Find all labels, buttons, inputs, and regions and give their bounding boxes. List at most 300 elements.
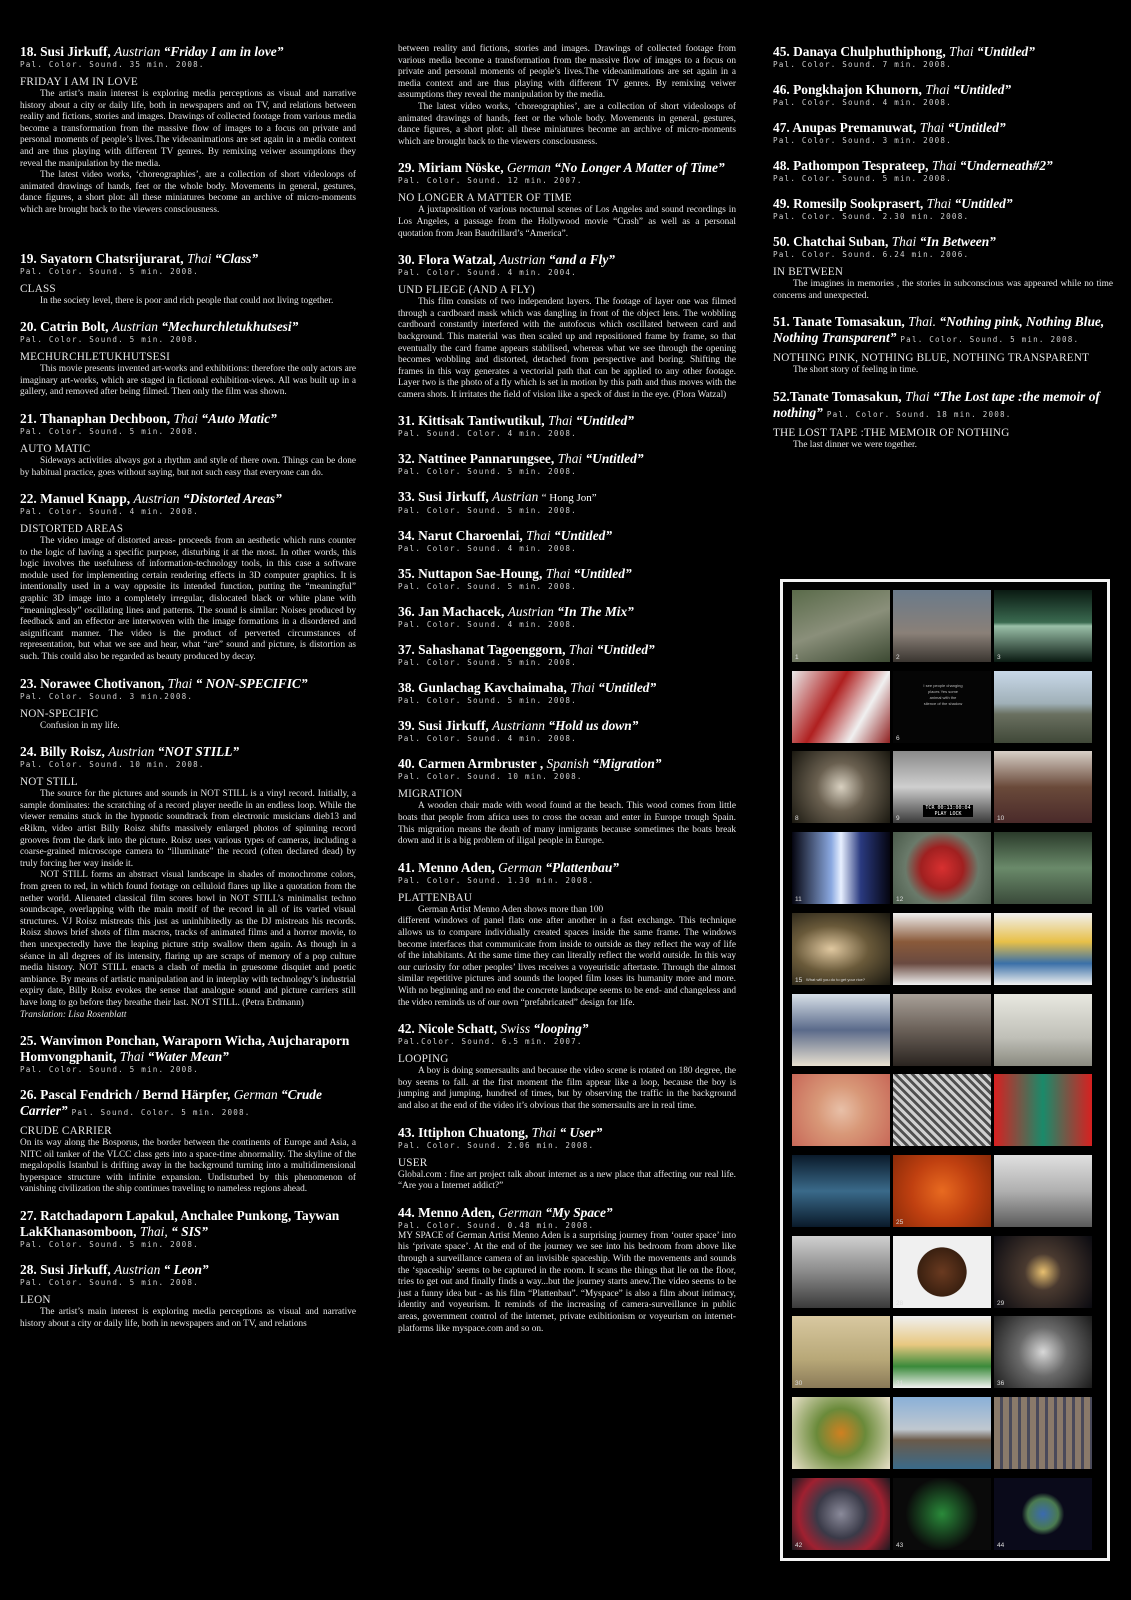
film-meta: Pal. Color. Sound. 5 min. 2008. bbox=[398, 582, 577, 592]
film-artist: 19. Sayatorn Chatsrijurarat, bbox=[20, 250, 187, 266]
still-number: 44 bbox=[997, 1541, 1005, 1549]
film-still bbox=[994, 590, 1092, 662]
film-artist: 47. Anupas Premanuwat, bbox=[773, 120, 920, 135]
film-stills-grid bbox=[780, 579, 1110, 1561]
film-heading bbox=[398, 860, 736, 876]
film-entry bbox=[773, 314, 1113, 377]
film-meta: Pal. Color. Sound. 5 min. 2008. bbox=[20, 1065, 199, 1075]
film-meta: Pal. Color. Sound. 3 min. 2008. bbox=[773, 136, 952, 145]
film-meta: Pal. Color. Sound. 5 min. 2008. bbox=[900, 335, 1080, 345]
film-heading bbox=[398, 718, 736, 734]
continued-text bbox=[398, 44, 736, 148]
film-subtitle: LOOPING bbox=[398, 1053, 449, 1066]
film-artist: 27. Ratchadaporn Lapakul, Anchalee Punkong, Taywan LakKhanasomboon, bbox=[20, 1208, 340, 1240]
film-description: On its way along the Bosporus, the border between the continents of Europe and Asia, a NITC oil tanker of the VLCC class gets into a space-time abnormality. The skyline of the megalopolis Istanbul is drifting away in the background turning into a multidimensional hyperspace structure with infinite expansion. Undisturbed by this phenomenon of vanishing civilization the ship continues traveling to nameless regions ahead. bbox=[20, 1138, 356, 1195]
film-meta: Pal. Color. Sound. 0.48 min. 2008. bbox=[398, 1220, 595, 1230]
film-meta: Pal.Color. Sound. 6.5 min. 2007. bbox=[398, 1037, 583, 1047]
film-title: “ Hong Jon” bbox=[541, 492, 597, 505]
film-meta: Pal. Color. Sound. 5 min. 2008. bbox=[20, 266, 199, 276]
film-heading bbox=[773, 120, 1113, 136]
film-heading bbox=[20, 411, 356, 427]
film-heading bbox=[398, 1021, 736, 1037]
film-artist: 21. Thanaphan Dechboon, bbox=[20, 410, 174, 426]
column-2 bbox=[398, 44, 736, 1347]
still-number: 28 bbox=[896, 1299, 904, 1307]
still-number: 1 bbox=[795, 654, 799, 661]
film-title: “The Lost tape :the memoir of nothing” bbox=[773, 388, 1100, 420]
film-artist: 39. Susi Jirkuff, bbox=[398, 718, 493, 734]
film-subtitle: UND FLIEGE (AND A FLY) bbox=[398, 284, 535, 297]
column-3 bbox=[773, 44, 1113, 463]
film-meta: Pal. Color. Sound. 5 min. 2008. bbox=[398, 506, 577, 516]
film-subtitle: DISTORTED AREAS bbox=[20, 523, 124, 536]
film-meta: Pal. Sound. Color. 5 min. 2008. bbox=[71, 1108, 251, 1118]
still-number: 9 bbox=[896, 815, 900, 823]
film-nationality: Austrian bbox=[111, 319, 162, 335]
film-title: “Untitled” bbox=[953, 82, 1012, 97]
film-entry bbox=[773, 44, 1113, 70]
film-nationality: Thai bbox=[557, 451, 586, 467]
film-artist: 41. Menno Aden, bbox=[398, 859, 499, 875]
film-meta: Pal. Color. Sound. 1.30 min. 2008. bbox=[398, 875, 595, 885]
film-description: The last dinner we were together. bbox=[793, 439, 917, 450]
film-still bbox=[994, 1478, 1092, 1550]
film-meta: Pal. Color. Sound. 4 min. 2004. bbox=[398, 268, 577, 278]
film-entry bbox=[20, 1262, 356, 1330]
film-entry bbox=[398, 566, 736, 592]
film-still bbox=[893, 994, 991, 1066]
spacer bbox=[20, 229, 356, 251]
film-nationality: Thai bbox=[187, 250, 215, 266]
film-entry bbox=[398, 756, 736, 847]
film-nationality: Austriann bbox=[492, 718, 549, 734]
film-artist: 43. Ittiphon Chuatong, bbox=[398, 1124, 532, 1140]
film-description: Global.com : fine art project talk about internet as a new place that affecting our real life. “Are you a Internet addict?” bbox=[398, 1169, 736, 1192]
film-description: The imagines in memories , the stories in subconscious was appeared while no time concerns and unexpected. bbox=[773, 279, 1113, 301]
film-still bbox=[994, 671, 1092, 743]
film-heading bbox=[398, 1125, 736, 1141]
film-heading bbox=[398, 160, 736, 176]
film-nationality: Austrian bbox=[108, 744, 158, 760]
film-still bbox=[893, 832, 991, 904]
film-artist: 34. Narut Charoenlai, bbox=[398, 528, 527, 544]
film-nationality: Thai bbox=[119, 1049, 148, 1065]
film-artist: 26. Pascal Fendrich / Bernd Härpfer, bbox=[20, 1087, 234, 1103]
film-artist: 45. Danaya Chulphuthiphong, bbox=[773, 44, 950, 59]
film-title: “Distorted Areas” bbox=[182, 491, 282, 507]
film-description: different windows of panel flats one after another in a fast exchange. This technique allows us to compare individually created spaces inside the same frame. The windows become interfaces that communicate from inside to outside as they reflect the way of life of the inhabitants. At the same time they can literally reflect the world outside. In this way our curiosity for other peoples’ lives receives a voyeuristic aftertaste. Through the almost similar repetitive pictures and sounds the looped film loses its humanity more and more. With no beginning and no end the concrete landscape seems to be end- and changeless and the video reminds us of our own “prefabricated” design for life. bbox=[398, 916, 736, 1008]
film-credit: Translation: Lisa Rosenblatt bbox=[20, 1009, 127, 1020]
film-description: This movie presents invented art-works and exhibitions: therefore the only actors are imaginary art-works, which are staged in fictional exhibition-views. All was built up in a gallery, and removed after being filmed. Then only the film was shown. bbox=[20, 364, 356, 398]
film-title: “Untitled” bbox=[596, 642, 655, 658]
film-nationality: Thai bbox=[925, 82, 954, 97]
film-still bbox=[792, 671, 890, 743]
film-artist: 52.Tanate Tomasakun, bbox=[773, 388, 905, 404]
film-artist: 44. Menno Aden, bbox=[398, 1204, 499, 1220]
film-still bbox=[994, 832, 1092, 904]
film-title: “ Leon” bbox=[163, 1262, 209, 1278]
film-description: The source for the pictures and sounds in NOT STILL is a vinyl record. Initially, a sample dominates: the scratching of a record player needle in an endless loop. While the viewer remains stuck in the hypnotic soundtrack from electronic musicians dieb13 and eRikm, video artist Billy Roisz shifts massively enlarged photos of spinning record grooves from the dark into the picture. Roisz uses various types of cameras, including a coarse-grained microscope camera to “illuminate” the record (often declared dead) by truly forcing her way inside it. bbox=[20, 789, 356, 869]
film-artist: 50. Chatchai Suban, bbox=[773, 234, 892, 249]
film-title: “Untitled” bbox=[598, 680, 657, 696]
film-entry bbox=[398, 1125, 736, 1193]
film-title: “Untitled” bbox=[575, 413, 634, 429]
film-meta: Pal. Color. Sound. 5 min. 2008. bbox=[398, 467, 577, 477]
film-entry bbox=[773, 82, 1113, 108]
still-number: 30 bbox=[795, 1380, 803, 1388]
film-heading bbox=[20, 1262, 356, 1278]
film-title: “NOT STILL” bbox=[157, 744, 240, 760]
film-description: A boy is doing somersaults and because the video scene is rotated on 180 degree, the boy seems to fall. at the first moment the film appear like a loop, because the boy is jumping and jumping, hundred of times, but by observing the traffic in the background and also at the end of the video it’s obvious that the somersaults are in real time. bbox=[398, 1066, 736, 1111]
film-still bbox=[792, 913, 890, 985]
film-artist: 33. Susi Jirkuff, bbox=[398, 489, 493, 505]
film-still bbox=[893, 590, 991, 662]
film-artist: 25. Wanvimon Ponchan, Waraporn Wicha, Aujcharaporn Homvongphanit, bbox=[20, 1033, 350, 1065]
film-nationality: Thai bbox=[547, 413, 576, 429]
film-title: “Water Mean” bbox=[147, 1049, 229, 1065]
film-nationality: Austrian bbox=[499, 252, 549, 268]
film-description: NOT STILL forms an abstract visual landscape in shades of monochrome colors, from green to red, in which found footage on celluloid flares up like a quotation from the nether world. Alienated classical film scores howl in NOT STILL’s minimalist techno soundscape, overlapping with the main motif of the record in all of its varied visual structures. VJ Roisz mistreats this just as uninhibitedly as the DJ mistreats his records. Roisz shows brief shots of film macros, tracks of animated films and a horror movie, to then unexpectedly have the leaping picture strip swallow them again. As though in a séance in all degrees of its intensity, flaring up are scraps of memory of a pop culture media history. NOT STILL enacts a clash of media in gruesome disquiet and poetic ambiance. By means of artistic manipulation and in interplay with technology’s industrial expiry date, Billy Roisz evokes the sense that analogue sound and picture carriers still have long to go before they breathe their last. NOT STILL. (Petra Erdmann) bbox=[20, 870, 356, 1008]
film-heading bbox=[398, 604, 736, 620]
film-subtitle: NO LONGER A MATTER OF TIME bbox=[398, 192, 572, 205]
film-title: “ SIS” bbox=[171, 1224, 208, 1240]
film-description: The artist’s main interest is exploring media perceptions as visual and narrative history about a city or daily life, both in newspapers and on TV, and relations between reality and fictions, stories and images. Drawings of collected footage from various media become a transformation from the massive flow of images to a focus on private and personal moments of people’s lives.The videoanimations are set again in a media context and are thus playing with different TV genres. By remixing veiwer assumptions they reveal the manipulation by the media. bbox=[20, 89, 356, 169]
film-title: “Plattenbau” bbox=[545, 859, 619, 875]
film-description: In the society level, there is poor and rich people that could not living together. bbox=[40, 295, 334, 306]
film-heading bbox=[773, 158, 1113, 174]
film-still bbox=[792, 1316, 890, 1388]
still-number: 12 bbox=[896, 896, 904, 904]
film-entry bbox=[20, 676, 356, 733]
film-subtitle: PLATTENBAU bbox=[398, 891, 473, 904]
film-nationality: Thai bbox=[173, 410, 202, 426]
film-artist: 20. Catrin Bolt, bbox=[20, 319, 112, 335]
film-meta: Pal. Color. Sound. 7 min. 2008. bbox=[773, 60, 952, 69]
still-number: 11 bbox=[795, 896, 802, 904]
film-meta: Pal. Color. Sound. 5 min. 2008. bbox=[398, 658, 577, 668]
film-artist: 31. Kittisak Tantiwutikul, bbox=[398, 413, 548, 429]
still-caption: TCR 00:13:00:04 PLAY LOCK bbox=[923, 805, 973, 817]
film-description: The artist’s main interest is exploring media perceptions as visual and narrative history about a city or daily life, both in newspapers and on TV, and relations bbox=[20, 1307, 356, 1329]
film-entry bbox=[773, 158, 1113, 184]
still-number: 31 bbox=[896, 1380, 904, 1388]
film-title: “My Space” bbox=[545, 1204, 613, 1220]
film-artist: 38. Gunlachag Kavchaimaha, bbox=[398, 680, 571, 696]
film-still bbox=[893, 1155, 991, 1227]
film-entry bbox=[398, 252, 736, 401]
film-meta: Pal. Color. Sound. 4 min. 2008. bbox=[20, 507, 199, 517]
film-heading bbox=[773, 196, 1113, 212]
film-still bbox=[994, 751, 1092, 823]
film-heading bbox=[398, 528, 736, 544]
still-number: 2 bbox=[896, 654, 900, 661]
film-meta: Pal. Color. Sound. 4 min. 2008. bbox=[398, 544, 577, 554]
film-description: The short story of feeling in time. bbox=[793, 365, 919, 376]
film-nationality: Austrian bbox=[507, 604, 558, 620]
still-number: 36 bbox=[997, 1380, 1005, 1388]
film-still bbox=[792, 1155, 890, 1227]
film-title: “looping” bbox=[533, 1021, 589, 1037]
film-entry bbox=[398, 1021, 736, 1112]
film-entry bbox=[20, 744, 356, 1021]
film-meta: Pal. Color. Sound. 4 min. 2008. bbox=[398, 620, 577, 630]
film-heading bbox=[20, 491, 356, 507]
film-title: “Untitled” bbox=[554, 528, 613, 544]
film-meta: Pal. Color. Sound. 5 min. 2008. bbox=[20, 335, 199, 345]
film-still bbox=[893, 671, 991, 743]
film-title: “Untitled” bbox=[573, 566, 632, 582]
film-subtitle: LEON bbox=[20, 1294, 51, 1307]
film-nationality: Spanish bbox=[546, 756, 593, 772]
film-meta: Pal. Color. Sound. 2.06 min. 2008. bbox=[398, 1140, 595, 1150]
film-meta: Pal. Color. Sound. 35 min. 2008. bbox=[20, 60, 205, 69]
film-artist: 18. Susi Jirkuff, bbox=[20, 44, 115, 59]
film-still bbox=[792, 832, 890, 904]
film-subtitle: NOT STILL bbox=[20, 776, 78, 789]
film-artist: 22. Manuel Knapp, bbox=[20, 491, 134, 507]
film-description: The latest video works, ‘choreographies’, are a collection of short videoloops of animated drawings of hands, feet or the whole body. Movements in general, gestures, dance figures, a short plot: all these miniatures become an archive of micro-moments which are brought back to the viewers consciousness. bbox=[398, 101, 736, 147]
film-still bbox=[893, 1478, 991, 1550]
film-nationality: Thai. bbox=[908, 314, 940, 330]
film-artist: 24. Billy Roisz, bbox=[20, 744, 109, 760]
film-heading bbox=[398, 489, 736, 506]
film-nationality: Thai bbox=[931, 158, 960, 173]
film-nationality: German bbox=[498, 859, 546, 875]
film-meta: Pal. Color. Sound. 4 min. 2008. bbox=[773, 98, 952, 107]
film-title: “In Between” bbox=[919, 234, 996, 249]
film-title: “In The Mix” bbox=[557, 604, 634, 620]
film-meta: Pal. Color. Sound. 10 min. 2008. bbox=[398, 772, 583, 782]
film-heading bbox=[20, 319, 356, 335]
film-title: “and a Fly” bbox=[548, 252, 615, 268]
film-heading bbox=[20, 744, 356, 760]
film-artist: 36. Jan Machacek, bbox=[398, 604, 508, 620]
film-heading bbox=[20, 251, 356, 267]
film-title: “Underneath#2” bbox=[959, 158, 1053, 173]
film-entry bbox=[398, 451, 736, 477]
film-description: This film consists of two independent layers. The footage of layer one was filmed through a cardboard mask which was dangling in front of the object lens. The wobbling cardboard constantly interfered with the autofocus which oscillated between card and background. This material was then scaled up and repositioned frame by frame, so that eventually the card frame appears stabilised, whereas what we see through the opening becomes wobbling and distorted, detached from perspective and boring. Shifting the frames in this way generates a vectorial path that can be applied to any other footage. Layer two is the photo of a fly which is set in motion by this path and thus moves with the camera shots. It irritates the field of vision like a speck of dust in the eye. (Flora Watzal) bbox=[398, 297, 736, 400]
film-meta: Pal. Color. Sound. 4 min. 2008. bbox=[398, 734, 577, 744]
film-heading bbox=[398, 1205, 736, 1221]
film-nationality: Thai bbox=[167, 675, 196, 691]
film-heading bbox=[398, 451, 736, 467]
film-entry bbox=[773, 120, 1113, 146]
film-entry bbox=[20, 411, 356, 479]
film-nationality: Thai, bbox=[139, 1224, 172, 1240]
film-artist: 49. Romesilp Sookprasert, bbox=[773, 196, 927, 211]
film-entry bbox=[20, 491, 356, 664]
film-subtitle: NOTHING PINK, NOTHING BLUE, NOTHING TRANSPARENT bbox=[773, 352, 1090, 365]
film-still bbox=[792, 1478, 890, 1550]
film-nationality: Thai bbox=[531, 1124, 560, 1140]
film-still bbox=[994, 1397, 1092, 1469]
film-heading bbox=[398, 566, 736, 582]
film-title: “Untitled” bbox=[954, 196, 1013, 211]
film-nationality: Thai bbox=[568, 642, 597, 658]
film-heading bbox=[773, 44, 1113, 60]
still-number: 8 bbox=[795, 815, 799, 823]
film-nationality: Thai bbox=[949, 44, 977, 59]
still-number: 42 bbox=[795, 1541, 803, 1549]
film-entry bbox=[398, 1205, 736, 1335]
film-subtitle: FRIDAY I AM IN LOVE bbox=[20, 76, 138, 88]
film-entry bbox=[773, 196, 1113, 222]
film-still bbox=[994, 1316, 1092, 1388]
film-title: “Untitled” bbox=[947, 120, 1006, 135]
film-title: “Migration” bbox=[592, 756, 662, 772]
film-artist: 29. Miriam Nöske, bbox=[398, 160, 507, 176]
film-artist: 51. Tanate Tomasakun, bbox=[773, 314, 909, 330]
film-artist: 28. Susi Jirkuff, bbox=[20, 1262, 115, 1278]
column-1 bbox=[20, 44, 356, 1342]
film-description: The latest video works, ‘choreographies’, are a collection of short videoloops of animated drawings of hands, feet or the whole body. Movements in general, gestures, dance figures, a short plot: all these miniatures become an archive of micro-moments which are brought back to the viewers consciousness. bbox=[20, 170, 356, 215]
film-entry bbox=[773, 389, 1113, 452]
film-meta: Pal. Color. Sound. 6.24 min. 2006. bbox=[773, 250, 970, 259]
film-heading bbox=[398, 680, 736, 696]
film-still bbox=[994, 1155, 1092, 1227]
film-meta: Pal. Color. Sound. 5 min. 2008. bbox=[20, 426, 199, 436]
film-entry bbox=[20, 44, 356, 217]
film-nationality: Thai bbox=[526, 528, 554, 544]
film-title: “Untitled” bbox=[585, 451, 644, 467]
film-entry bbox=[398, 718, 736, 744]
film-artist: 46. Pongkhajon Khunorn, bbox=[773, 82, 926, 97]
film-artist: 48. Pathompon Tesprateep, bbox=[773, 158, 932, 173]
film-entry bbox=[20, 319, 356, 399]
film-description: The video image of distorted areas- proceeds from an aesthetic which runs counter to the logic of having a specific purpose, disturbing it at the most. In other words, this logic involves the usefulness of information-technology tools, in this case a software module used for implementing certain rendering effects in 3D computer graphics. It is intentionally used in a way opposite its intended function, putting the “meaningful” graphic 3D image into a completely irregular, dislocated black or white plane with “meaninglessly” oscillating lines and patterns. The sound is similar: Noises produced by feedback and an effector are interwoven with the image formations in a disordered and asignificant manner. The video is the product of perverted circumstances of representation, but what we see and hear, what “are” sound and picture, is distortion as such. This could also be regarded as beauty produced by decay. bbox=[20, 536, 356, 663]
film-artist: 35. Nuttapon Sae-Houng, bbox=[398, 566, 546, 582]
film-still bbox=[792, 994, 890, 1066]
film-meta: Pal. Color. Sound. 5 min. 2008. bbox=[773, 174, 952, 183]
film-still bbox=[994, 913, 1092, 985]
film-nationality: Thai bbox=[891, 234, 920, 249]
film-artist: 32. Nattinee Pannarungsee, bbox=[398, 451, 558, 467]
film-artist: 42. Nicole Schatt, bbox=[398, 1021, 501, 1037]
film-still bbox=[792, 1236, 890, 1308]
still-number: 10 bbox=[997, 815, 1005, 823]
film-nationality: German bbox=[498, 1204, 546, 1220]
film-entry bbox=[398, 160, 736, 240]
film-heading bbox=[773, 389, 1113, 421]
film-still bbox=[893, 751, 991, 823]
film-title: “Mechurchletukhutsesi” bbox=[161, 319, 299, 335]
film-heading bbox=[20, 1208, 356, 1240]
film-entry bbox=[20, 1033, 356, 1075]
still-number: 25 bbox=[896, 1218, 904, 1226]
film-subtitle: AUTO MATIC bbox=[20, 442, 91, 455]
film-nationality: Thai bbox=[904, 388, 933, 404]
film-entry bbox=[20, 1087, 356, 1196]
film-still bbox=[893, 1074, 991, 1146]
film-subtitle: USER bbox=[398, 1156, 428, 1169]
film-subtitle: CRUDE CARRIER bbox=[20, 1125, 112, 1138]
film-description: A juxtaposition of various nocturnal scenes of Los Angeles and sound recordings in Los Angeles, a passage from the Hollywood movie “Crash” as well as a personal quotation from Jean Baudrillard’s “America”. bbox=[398, 205, 736, 239]
still-number: 3 bbox=[997, 654, 1001, 661]
film-still bbox=[994, 1236, 1092, 1308]
still-number: 29 bbox=[997, 1299, 1005, 1307]
film-artist: 30. Flora Watzal, bbox=[398, 252, 500, 268]
film-entry bbox=[773, 234, 1113, 302]
film-still bbox=[893, 1236, 991, 1308]
film-heading bbox=[398, 642, 736, 658]
film-entry bbox=[398, 642, 736, 668]
film-meta: Pal. Color. Sound. 12 min. 2007. bbox=[398, 176, 583, 186]
film-description: MY SPACE of German Artist Menno Aden is a surprising journey from ‘outer space’ into his ‘private space’. At the end of the journey we see into his bedroom from above like through a surveillance camera of an invisible spaceship. With the movements and sounds the ‘spaceship’ seems to be captured in the room. It scans the things that lie on the floor, tries to get out and finally finds a way...but the journey starts anew.The video seems to be just a funny idea but - as his film “Plattenbau”. “Myspace” is also a film about intimacy, identity and voyeurism. It reminds of the increasing of camera-surveillance in public areas, government control of the internet, private exibitionism or voyeurism on internet-platforms like myspace.com and so on. bbox=[398, 1230, 736, 1334]
film-title: “Untitled” bbox=[976, 44, 1035, 59]
film-nationality: Thai bbox=[545, 566, 574, 582]
film-artist: 37. Sahashanat Tagoenggorn, bbox=[398, 642, 569, 658]
film-still bbox=[792, 751, 890, 823]
film-nationality: Austrian bbox=[133, 491, 183, 507]
film-nationality: Thai bbox=[926, 196, 955, 211]
film-still bbox=[792, 1074, 890, 1146]
film-meta: Pal. Color. Sound. 18 min. 2008. bbox=[826, 409, 1012, 419]
film-heading bbox=[20, 44, 356, 60]
still-number: 43 bbox=[896, 1541, 904, 1549]
film-artist: 23. Norawee Chotivanon, bbox=[20, 675, 168, 691]
film-subtitle: NON-SPECIFIC bbox=[20, 707, 99, 720]
film-heading bbox=[398, 756, 736, 772]
film-still bbox=[893, 1316, 991, 1388]
film-nationality: German bbox=[233, 1087, 281, 1103]
film-entry bbox=[398, 489, 736, 516]
still-number: 6 bbox=[896, 734, 900, 742]
film-entry bbox=[398, 528, 736, 554]
still-number: 15 bbox=[795, 976, 803, 984]
film-meta: Pal. Color. Sound. 5 min. 2008. bbox=[398, 696, 577, 706]
film-meta: Pal. Color. Sound. 5 min. 2008. bbox=[20, 1278, 199, 1288]
film-still bbox=[792, 1397, 890, 1469]
film-meta: Pal. Color. Sound. 3 min.2008. bbox=[20, 691, 194, 701]
film-still bbox=[893, 1397, 991, 1469]
film-meta: Pal. Color. Sound. 5 min. 2008. bbox=[20, 1240, 199, 1250]
film-heading bbox=[20, 676, 356, 692]
film-title: “Hold us down” bbox=[548, 718, 639, 734]
still-caption: I see people changing places Yes some animal with the silence of the shadow bbox=[923, 682, 963, 706]
film-meta: Pal. Sound. Color. 4 min. 2008. bbox=[398, 429, 577, 439]
film-meta: Pal. Color. Sound. 10 min. 2008. bbox=[20, 760, 205, 770]
film-nationality: Austrian bbox=[114, 1262, 164, 1278]
film-title: “Friday I am in love” bbox=[163, 44, 284, 59]
film-still bbox=[792, 590, 890, 662]
film-artist: 40. Carmen Armbruster , bbox=[398, 756, 547, 772]
film-heading bbox=[773, 234, 1113, 250]
film-entry bbox=[20, 251, 356, 308]
film-heading bbox=[398, 413, 736, 429]
film-still bbox=[994, 1074, 1092, 1146]
film-subtitle: MIGRATION bbox=[398, 788, 463, 801]
film-title: “Class” bbox=[214, 250, 259, 266]
film-nationality: Thai bbox=[919, 120, 948, 135]
film-title: “ NON-SPECIFIC” bbox=[195, 675, 308, 691]
film-heading bbox=[398, 252, 736, 268]
film-subtitle: IN BETWEEN bbox=[773, 266, 844, 278]
film-subtitle: THE LOST TAPE :THE MEMOIR OF NOTHING bbox=[773, 426, 1010, 439]
film-title: “No Longer A Matter of Time” bbox=[554, 160, 725, 176]
film-nationality: Austrian bbox=[492, 489, 542, 505]
film-nationality: Swiss bbox=[500, 1021, 534, 1037]
film-subtitle: CLASS bbox=[20, 282, 56, 295]
film-still bbox=[893, 913, 991, 985]
film-heading bbox=[20, 1033, 356, 1065]
film-description: Sideways activities always got a rhythm and style of there own. Things can be done by habitual practice, goes without saying, but not such easy that everyone can do. bbox=[20, 455, 356, 478]
film-description: A wooden chair made with wood found at the beach. This wood comes from little boats that people from africa uses to cross the ocean and enter in Europe trough Spain. This migration means the death of many inmigrants because sometimes the boats break down and it is a big problem of iligal people in Europe. bbox=[398, 801, 736, 847]
film-title: “Nothing pink, Nothing Blue, Nothing Transparent” bbox=[773, 314, 1105, 346]
still-caption: What will you do to get your rice? bbox=[806, 976, 865, 982]
film-subtitle: MECHURCHLETUKHUTSESI bbox=[20, 351, 171, 364]
film-title: “ User” bbox=[559, 1124, 603, 1140]
film-nationality: Austrian bbox=[114, 44, 164, 59]
